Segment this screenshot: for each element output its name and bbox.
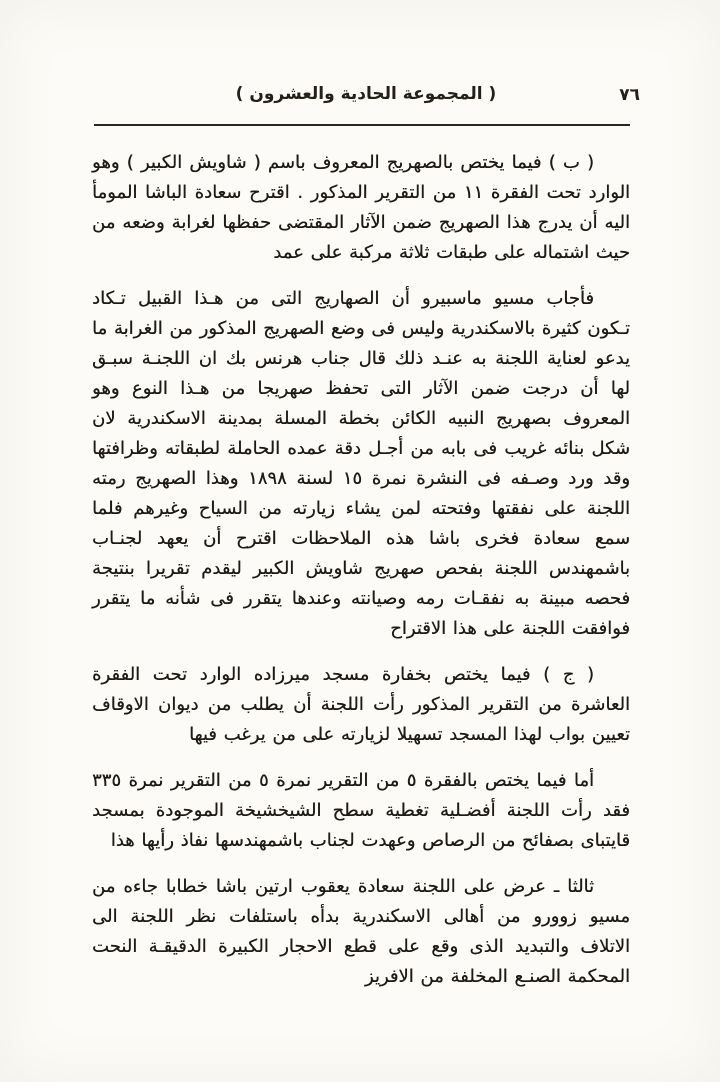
paragraph-clause-b: ( ب ) فيما يختص بالصهريج المعروف باسم ( شاويش الكبير ) وهو الوارد تحت الفقرة ١١ من التقرير المذكور . اقترح سعادة الباشا المومأ اليه أن يدرج هذا الصهريج ضمن الآثار المقتضى حفظها لغرابة وضعه من حيث اشتماله على طبقات ثلاثة مركبة على عمد <box>92 152 631 263</box>
volume-title: ( المجموعة الحادية والعشرون ) <box>235 84 497 104</box>
paragraph-thirdly: ثالثا ـ عرض على اللجنة سعادة يعقوب ارتين باشا خطابا جاءه من مسيو زوورو من أهالى الاسكندرية بدأه باستلفات نظر اللجنة الى الاتلاف والتبديد الذى وقع على قطع الاحجار الكبيرة الدقيقـة النحت المحكمة الصنـع المخلفة من الافريز <box>92 876 630 987</box>
paragraph-clause-j: ( ج ) فيما يختص بخفارة مسجد ميرزاده الوارد تحت الفقرة العاشرة من التقرير المذكور رأت اللجنة أن يطلب من ديوان الاوقاف تعيين بواب لهذا المسجد تسهيلا لزيارته على من يرغب فيها <box>92 664 630 745</box>
page-body <box>92 148 630 1008</box>
paragraph-maspero-reply: فأجاب مسيو ماسبيرو أن الصهاريج التى من هـذا القبيل تـكاد تـكون كثيرة بالاسكندرية وليس فى وضع الصهريج المذكور من الغرابة ما يدعو لعناية اللجنة به عنـد ذلك قال جناب هرنس بك ان اللجنـة سبـق لها أن درجت ضمن الآثار التى تحفظ صهريجا من هـذا النوع وهو المعروف بصهريج النبيه الكائن بخطة المسلة بمدينة الاسكندرية لان شكل بنائه غريب فى بابه من أجـل دقة عمده الحاملة لطبقاته وظرافتها وقد ورد وصـفه فى النشرة نمرة ١٥ لسنة ١٨٩٨ وهذا الصهريج رمته اللجنة على نفقتها وفتحته لمن يشاء زيارته من السياح وغيرهم فلما سمع سعادة فخرى باشا هذه الملاحظات اقترح أن يعهد لجنـاب باشمهندس اللجنة بفحص صهريج شاويش الكبير ليقدم تقريرا بنتيجة فحصه مبينة به نفقـات رمه وصيانته وعندها يتقرر فى شأنه ما يتقرر فوافقت اللجنة على هذا الاقتراح <box>92 288 630 639</box>
page-header <box>92 84 640 112</box>
page-number: ٧٦ <box>619 85 640 105</box>
paragraph-clause-5: أما فيما يختص بالفقرة ٥ من التقرير نمرة ٥ من التقرير نمرة ٣٣٥ فقد رأت اللجنة أفضـلية تغطية سطح الشيخشيخة الموجودة بمسجد قايتباى بصفائح من الرصاص وعهدت لجناب باشمهندسها نفاذ رأيها هذا <box>92 770 630 851</box>
header-rule <box>94 124 630 126</box>
